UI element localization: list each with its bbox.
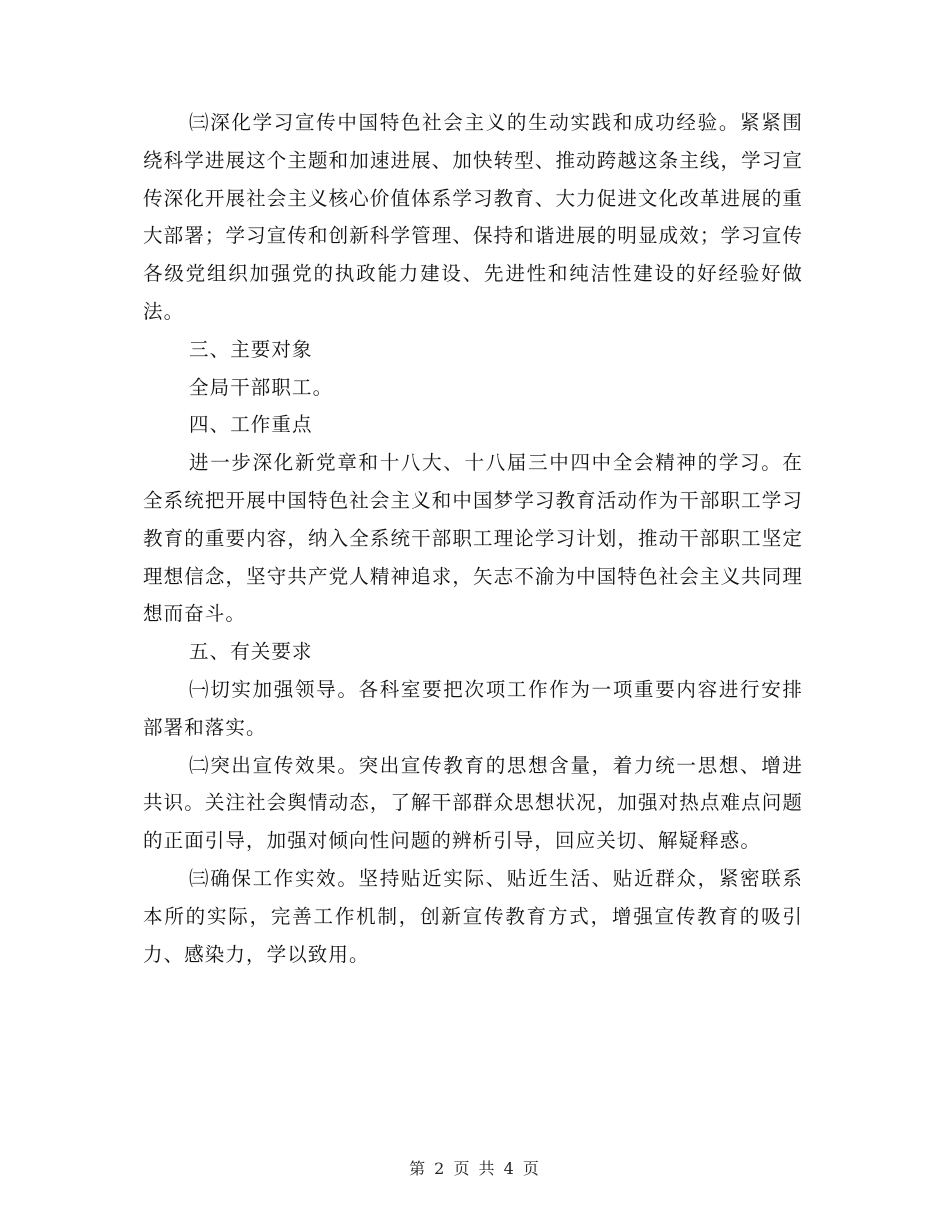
paragraph-publicity-effect: ㈡突出宣传效果。突出宣传教育的思想含量，着力统一思想、增进共识。关注社会舆情动态，了解干部群众思想状况，加强对热点难点问题的正面引导，加强对倾向性问题的辨析引导，回应关切、解疑释惑。 [143, 753, 803, 853]
paragraph-work-focus: 进一步深化新党章和十八大、十八届三中四中全会精神的学习。在全系统把开展中国特色社会主义和中国梦学习教育活动作为干部职工学习教育的重要内容，纳入全系统干部职工理论学习计划，推动干部职工坚定理想信念，坚守共产党人精神追求，矢志不渝为中国特色社会主义共同理想而奋斗。 [143, 451, 803, 626]
heading-requirements: 五、有关要求 [189, 640, 313, 664]
document-body [143, 104, 803, 973]
heading-main-targets: 三、主要对象 [189, 337, 313, 361]
paragraph-leadership: ㈠切实加强领导。各科室要把次项工作作为一项重要内容进行安排部署和落实。 [143, 677, 803, 739]
paragraph-work-effectiveness: ㈢确保工作实效。坚持贴近实际、贴近生活、贴近群众，紧密联系本所的实际，完善工作机制，创新宣传教育方式，增强宣传教育的吸引力、感染力，学以致用。 [143, 866, 803, 966]
paragraph-targets: 全局干部职工。 [189, 375, 334, 399]
heading-work-focus: 四、工作重点 [189, 413, 313, 437]
page-number-footer: 第 2 页 共 4 页 [409, 1159, 541, 1178]
paragraph-practice-experience: ㈢深化学习宣传中国特色社会主义的生动实践和成功经验。紧紧围绕科学进展这个主题和加速进展、加快转型、推动跨越这条主线，学习宣传深化开展社会主义核心价值体系学习教育、大力促进文化改革进展的重大部署；学习宣传和创新科学管理、保持和谐进展的明显成效；学习宣传各级党组织加强党的执政能力建设、先进性和纯洁性建设的好经验好做法。 [143, 111, 803, 323]
